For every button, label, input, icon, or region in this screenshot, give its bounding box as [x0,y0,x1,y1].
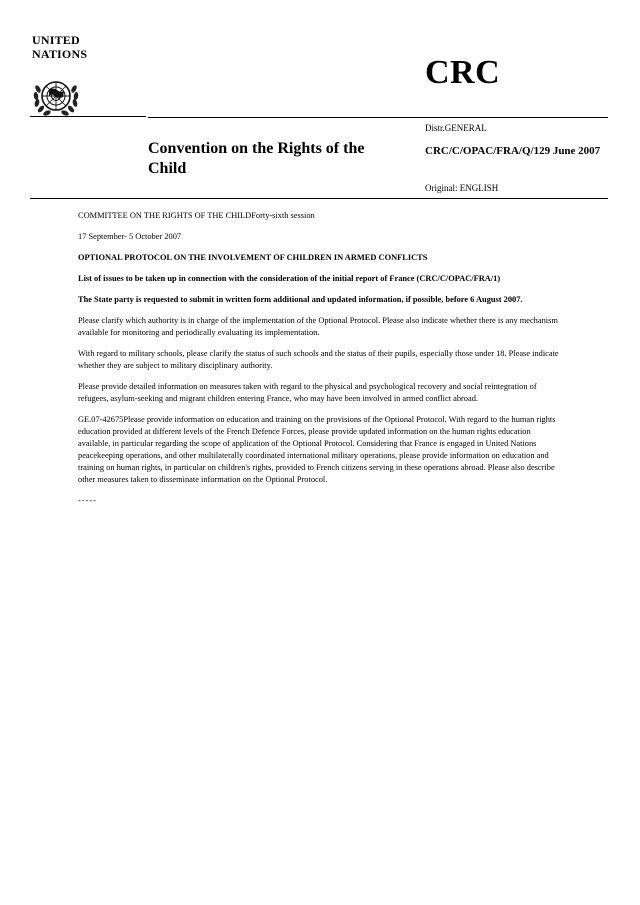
paragraph-2: With regard to military schools, please clarify the status of such schools and the status of their pupils, especially those under 18. Please indicate whether they are subject to military disciplinary authority. [78,349,559,370]
organization-line-2: NATIONS [32,47,88,61]
list-of-issues-heading: List of issues to be taken up in connection with the consideration of the initial report of France (CRC/C/OPAC/FRA/1) [78,274,501,283]
convention-title: Convention on the Rights of the Child [148,140,365,177]
paragraph-1: Please clarify which authority is in charge of the implementation of the Optional Protocol. Please also indicate whether there is any mechanism available for monitoring and periodically evaluating its implementation. [78,316,558,337]
header-rule-bottom [30,198,608,199]
distribution-label: Distr.GENERAL [425,123,487,133]
header-rule-left [30,116,146,117]
protocol-heading: OPTIONAL PROTOCOL ON THE INVOLVEMENT OF CHILDREN IN ARMED CONFLICTS [78,253,428,262]
committee-line: COMMITTEE ON THE RIGHTS OF THE CHILDForty-sixth session [78,211,315,220]
organization-name [32,33,87,61]
organization-line-1: UNITED [32,33,80,47]
paragraph-4: GE.07-42675Please provide information on education and training on the provisions of the Optional Protocol. With regard to the human rights education provided at different levels of the French Defence Forces, please provide updated information on the human rights education available, in particular regarding the scope of application of the Optional Protocol. Considering that France is engaged in United Nations peacekeeping operations, and other multilaterally coordinated international military operations, please provide information on education and training on human rights, in particular on children's rights, provided to French citizens serving in these operations abroad. Please also describe other measures taken to disseminate information on the Optional Protocol. [78,415,556,484]
document-body [78,210,562,516]
paragraph-3: Please provide detailed information on measures taken with regard to the physical and psychological recovery and social reintegration of refugees, asylum-seeking and migrant children entering France, who may have been involved in armed conflict abroad. [78,382,537,403]
document-symbol: CRC/C/OPAC/FRA/Q/129 June 2007 [425,145,601,157]
document-code: CRC [425,54,501,91]
submission-request: The State party is requested to submit in written form additional and updated information, if possible, before 6 August 2007. [78,295,523,304]
header-rule-right [148,117,608,118]
un-emblem-icon [31,75,81,119]
session-dates: 17 September- 5 October 2007 [78,232,182,241]
end-mark: ----- [78,496,97,505]
original-language: Original: ENGLISH [425,183,499,193]
